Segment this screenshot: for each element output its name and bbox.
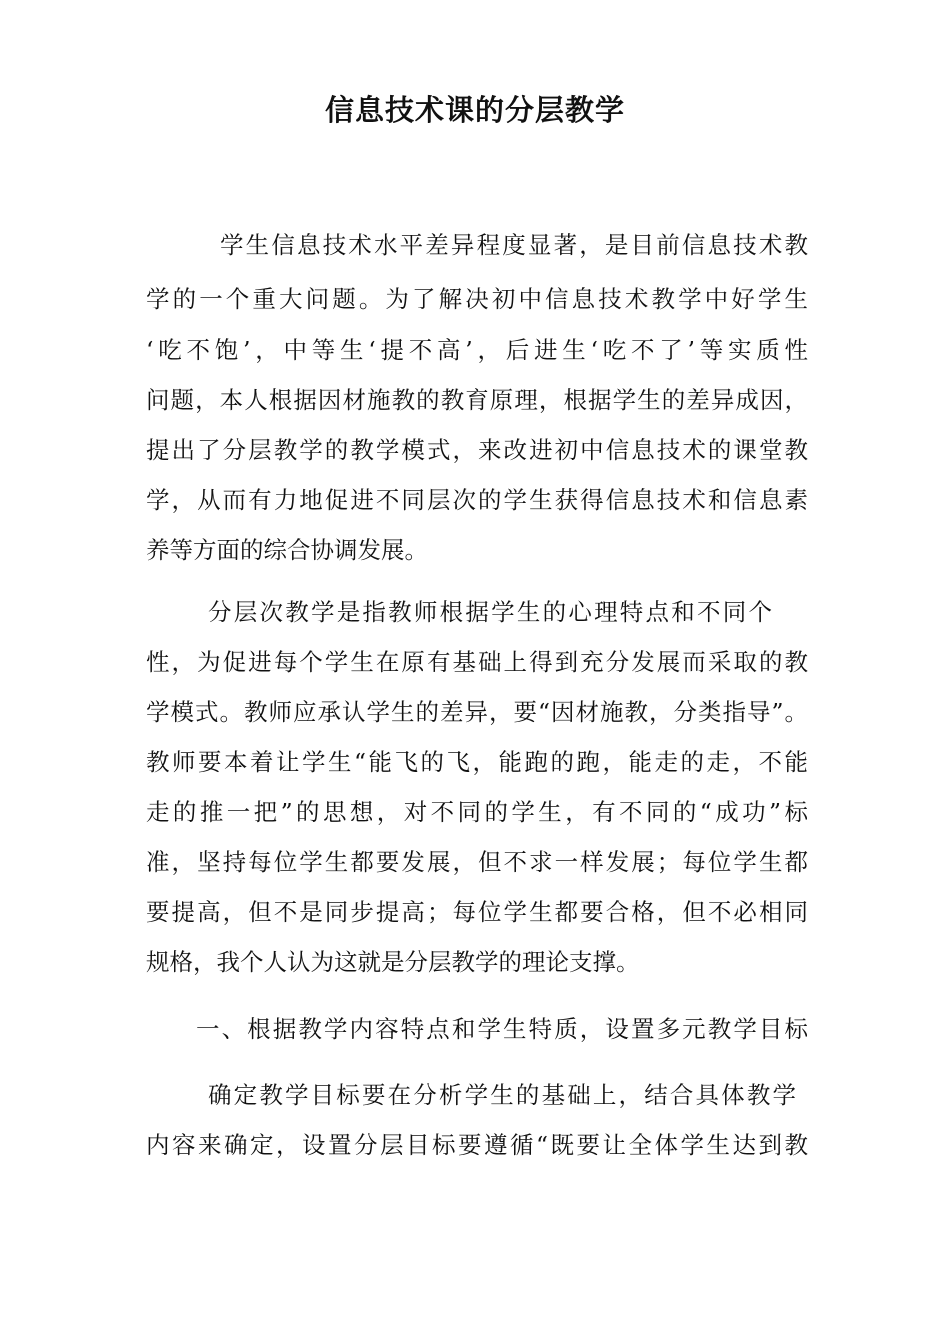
paragraph-line: 确定教学目标要在分析学生的基础上，结合具体教学 xyxy=(208,1081,796,1109)
paragraph-line: 内容来确定，设置分层目标要遵循“既要让全体学生达到教 xyxy=(146,1131,808,1159)
document-title: 信息技术课的分层教学 xyxy=(324,93,625,127)
paragraph-line: 提出了分层教学的教学模式，来改进初中信息技术的课堂教 xyxy=(146,436,808,464)
paragraph-line: 规格，我个人认为这就是分层教学的理论支撑。 xyxy=(146,948,640,976)
paragraph-line: 教师要本着让学生“能飞的飞，能跑的跑，能走的走，不能 xyxy=(146,748,808,776)
paragraph-line: ‘吃不饱’，中等生‘提不高’，后进生‘吃不了’等实质性 xyxy=(146,336,808,364)
paragraph-line: 问题，本人根据因材施教的教育原理，根据学生的差异成因， xyxy=(146,386,808,414)
paragraph-line: 性，为促进每个学生在原有基础上得到充分发展而采取的教 xyxy=(146,648,808,676)
paragraph-line: 准，坚持每位学生都要发展，但不求一样发展；每位学生都 xyxy=(146,848,808,876)
paragraph-line: 学模式。教师应承认学生的差异，要“因材施教，分类指导”。 xyxy=(146,698,808,726)
paragraph-line: 学生信息技术水平差异程度显著，是目前信息技术教 xyxy=(220,231,808,259)
paragraph-line: 学，从而有力地促进不同层次的学生获得信息技术和信息素 xyxy=(146,486,808,514)
section-heading: 一、根据教学内容特点和学生特质，设置多元教学目标 xyxy=(196,1015,808,1043)
paragraph-line: 要提高，但不是同步提高；每位学生都要合格，但不必相同 xyxy=(146,898,808,926)
paragraph-line: 学的一个重大问题。为了解决初中信息技术教学中好学生 xyxy=(146,285,808,313)
paragraph-line: 走的推一把”的思想，对不同的学生，有不同的“成功”标 xyxy=(146,798,808,826)
paragraph-line: 养等方面的综合协调发展。 xyxy=(146,536,428,564)
paragraph-line: 分层次教学是指教师根据学生的心理特点和不同个 xyxy=(208,598,772,626)
